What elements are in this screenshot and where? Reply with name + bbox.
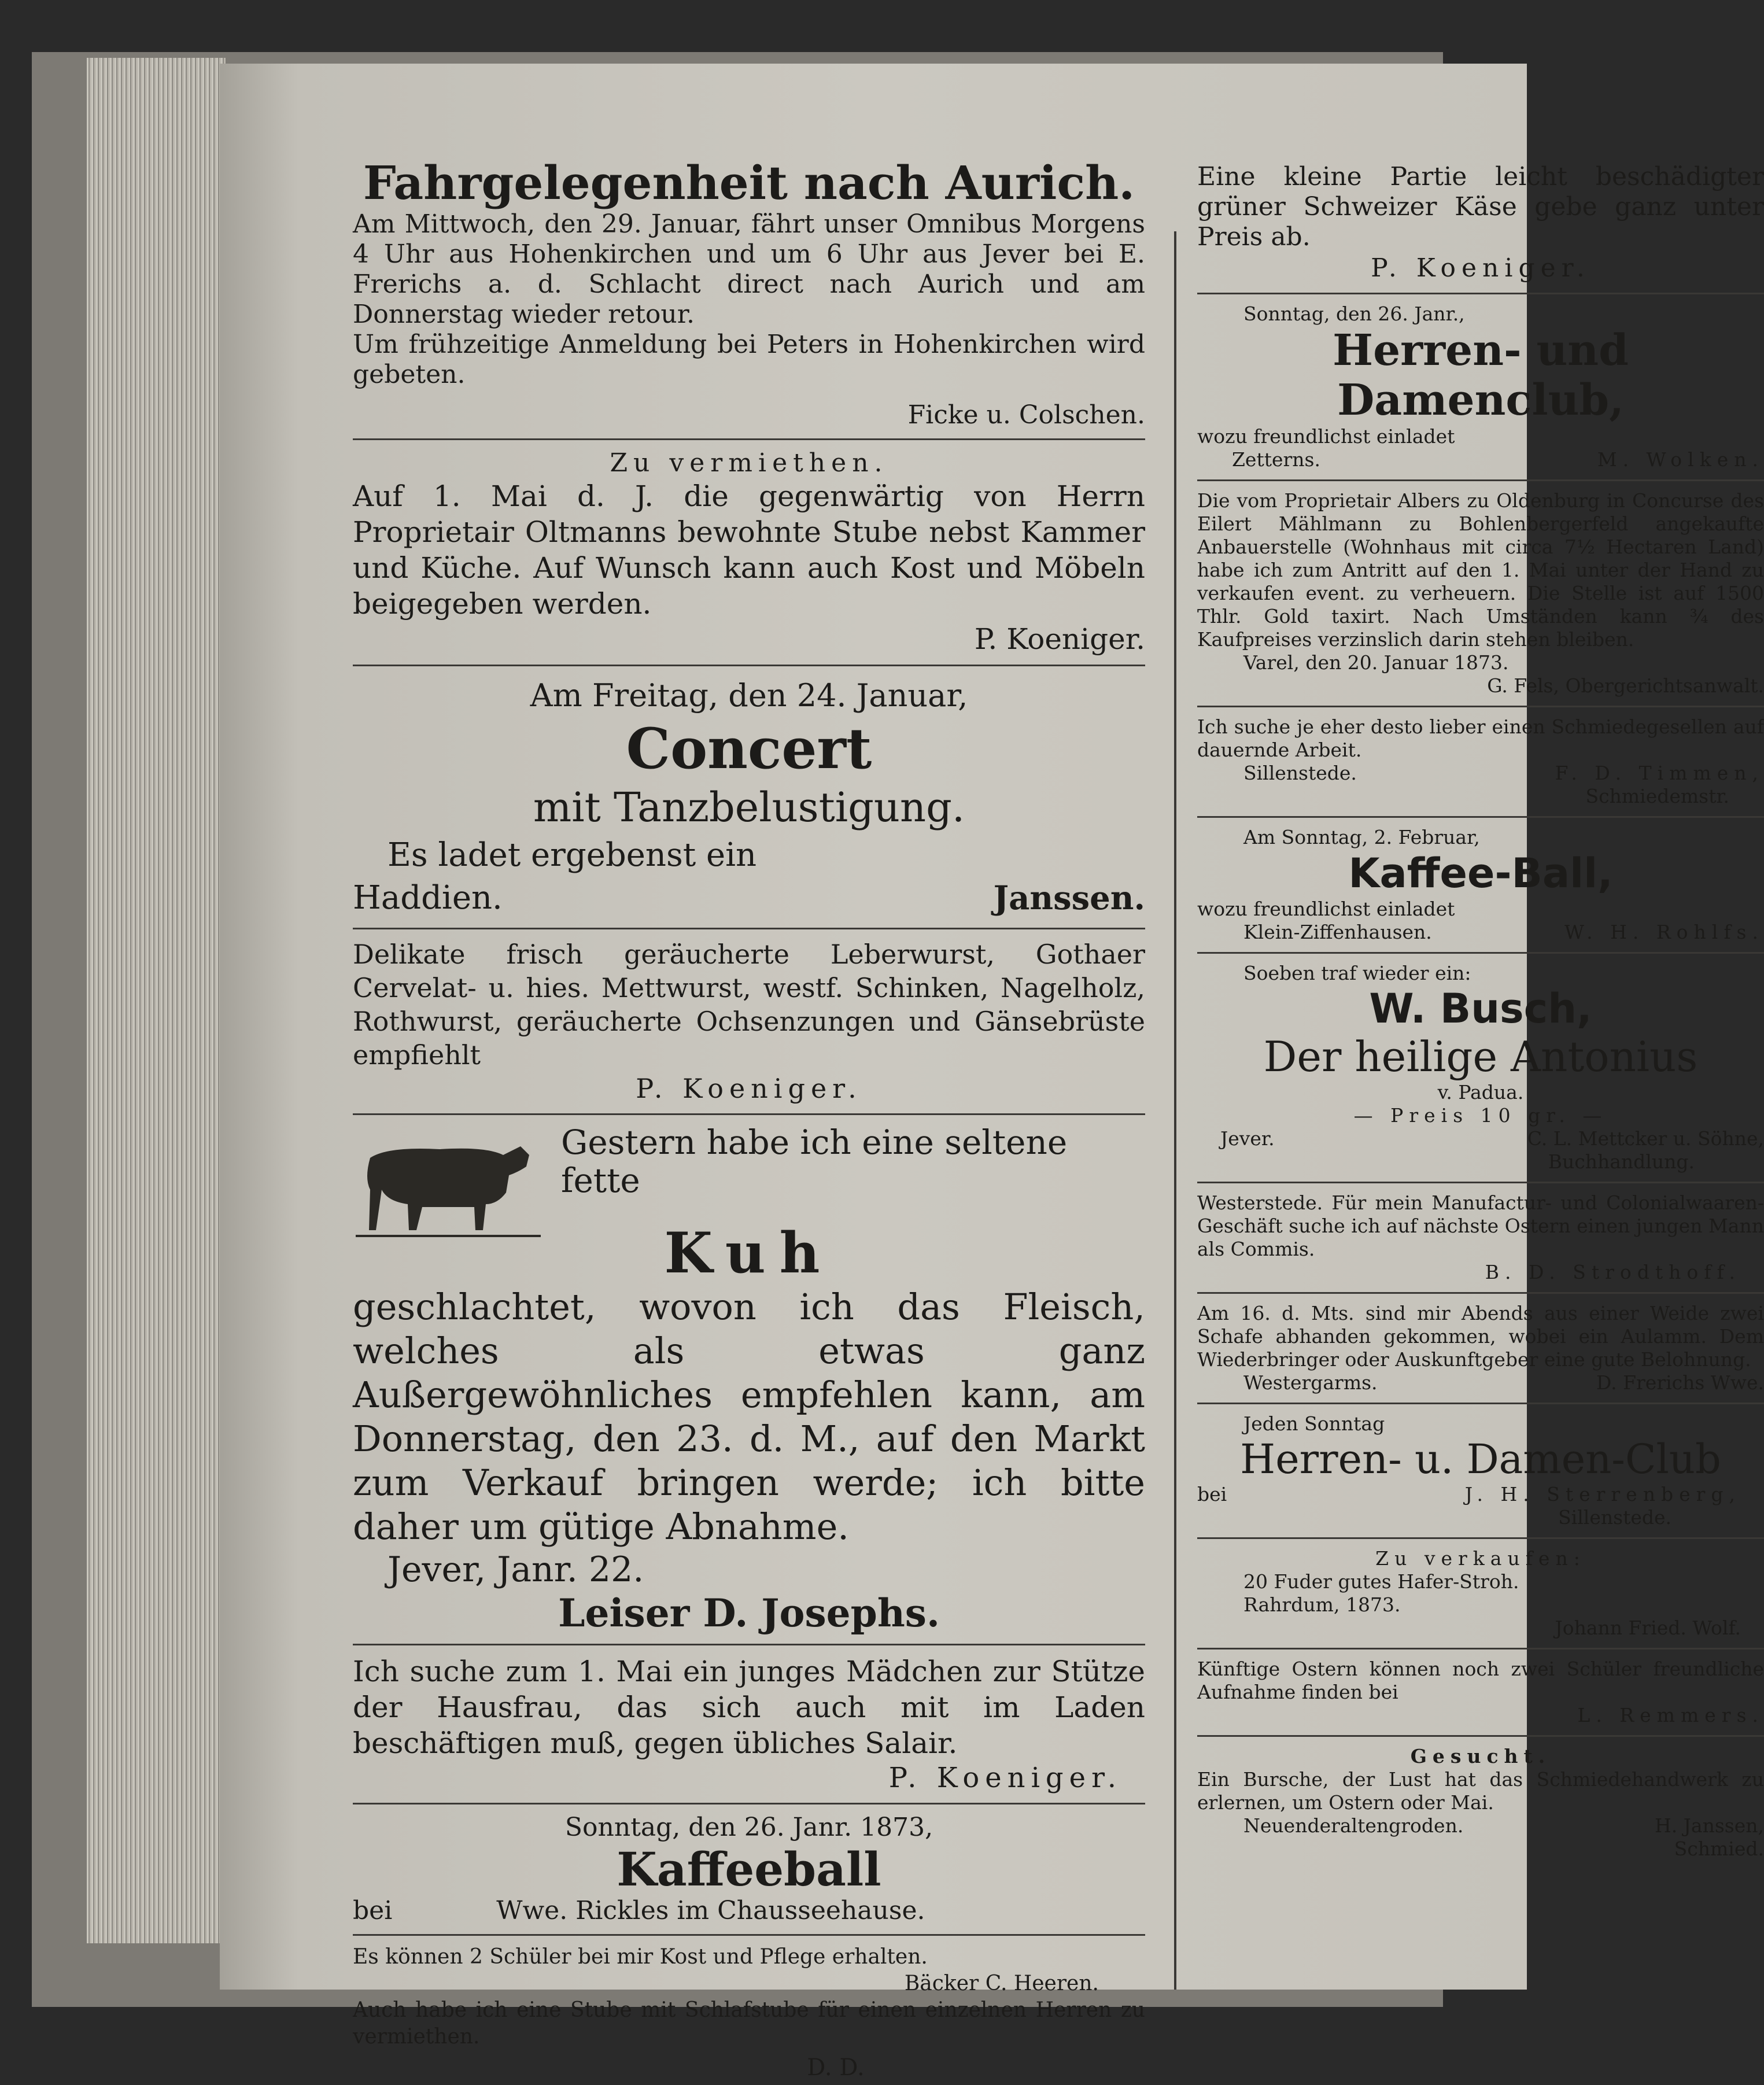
ad-headline: Herren- u. Damen-Club <box>1240 1435 1721 1483</box>
ad-headline: Herren- und Damenclub, <box>1333 326 1629 425</box>
ad-where: Wwe. Rickles im Chausseehause. <box>496 1896 925 1925</box>
divider <box>353 665 1145 666</box>
ad-maedchen <box>353 1654 1145 1795</box>
ad-body: Auch habe ich eine Stube mit Schlafstube für einen einzelnen Herren zu vermiethen. <box>353 1998 1145 2049</box>
ad-title: Zu verkaufen: <box>1375 1547 1586 1570</box>
ad-signature: P. Koeniger. <box>1371 253 1590 283</box>
ad-place: Klein-Ziffenhausen. <box>1243 921 1432 943</box>
ad-footer <box>353 1896 1145 1926</box>
ad-author: W. Busch, <box>1369 985 1592 1032</box>
divider <box>353 1803 1145 1804</box>
ad-line: Am Freitag, den 24. Januar, <box>530 677 968 714</box>
ad-place: Sillenstede. <box>1558 1506 1671 1529</box>
divider <box>1197 1537 1764 1539</box>
ad-signature: Janssen. <box>993 879 1145 917</box>
ad-signature: D. Frerichs Wwe. <box>1596 1371 1764 1394</box>
divider <box>353 438 1145 440</box>
ad-date: Jever, Janr. 22. <box>388 1549 644 1590</box>
ad-concert <box>353 674 1145 920</box>
ad-schafe <box>1197 1302 1764 1394</box>
ad-signature: H. Janssen, <box>1654 1814 1764 1837</box>
ad-footer <box>1197 1814 1764 1837</box>
ad-body: Delikate frisch geräucherte Leberwurst, Gothaer Cervelat- u. hies. Mettwurst, westf. Schinken, Nagelholz, Rothwurst, geräucherte Ochsenzungen und Gänsebrüste empfiehlt <box>353 939 1145 1071</box>
ad-date: Varel, den 20. Januar 1873. <box>1243 651 1509 674</box>
ad-title: Gesucht. <box>1410 1745 1551 1767</box>
ad-footer <box>353 877 1145 920</box>
ad-body: geschlachtet, wovon ich das Fleisch, welches als etwas ganz Außergewöhnliches empfehlen kann, am Donnerstag, den 23. d. M., auf den Markt zum Verkauf bringen werde; ich bitte daher um gütige Abnahme. <box>353 1286 1145 1548</box>
ad-invite: wozu freundlichst einladet <box>1197 425 1455 448</box>
ad-herrenclub <box>1197 302 1764 471</box>
ad-signature: L. Remmers. <box>1577 1704 1764 1726</box>
ad-title: Fahrgelegenheit nach Aurich. <box>363 156 1135 210</box>
ad-role: Buchhandlung. <box>1548 1150 1695 1173</box>
ad-signature: Bäcker C. Heeren. <box>904 1972 1099 1995</box>
divider <box>353 1934 1145 1936</box>
ad-place: Jever. <box>1220 1127 1275 1150</box>
ad-footer <box>1197 448 1764 471</box>
ad-role: Schmied. <box>1674 1837 1764 1860</box>
ad-kaese <box>1197 162 1764 285</box>
ad-body: Ich suche zum 1. Mai ein junges Mädchen zur Stütze der Hausfrau, das sich auch mit im Laden beschäftigen muß, gegen übliches Salair. <box>353 1655 1145 1760</box>
ad-line: Es ladet ergebenst ein <box>388 836 757 874</box>
ad-price: — Preis 10 gr. — <box>1353 1104 1608 1127</box>
ad-headline: Kaffee-Ball, <box>1348 850 1613 897</box>
ad-footer <box>1197 1483 1764 1506</box>
right-column <box>1197 162 1764 1861</box>
divider <box>353 1113 1145 1115</box>
ad-signature: D. D. <box>807 2054 865 2081</box>
divider <box>1197 952 1764 954</box>
ad-date: Sonntag, den 26. Janr., <box>1243 302 1465 325</box>
ad-kaffeeball <box>353 1813 1145 1926</box>
divider <box>1197 816 1764 818</box>
ad-fahrgelegenheit <box>353 156 1145 430</box>
ad-signature: M. Wolken. <box>1597 448 1764 471</box>
ad-body: Am 16. d. Mts. sind mir Abends aus einer Weide zwei Schafe abhanden gekommen, wobei ein Aulamm. Dem Wiederbringer oder Auskunftgeber eine gute Belohnung. <box>1197 1302 1764 1371</box>
divider <box>353 928 1145 929</box>
ad-signature: P. Koeniger. <box>974 622 1145 656</box>
ad-body: Ich suche je eher desto lieber einen Schmiedegesellen auf dauernde Arbeit. <box>1197 715 1764 761</box>
ad-footer <box>1197 762 1764 785</box>
ad-damen-club <box>1197 1412 1764 1529</box>
divider <box>1197 1403 1764 1404</box>
ad-body: 20 Fuder gutes Hafer-Stroh. <box>1243 1570 1519 1593</box>
ad-place: Rahrdum, 1873. <box>1243 1593 1401 1616</box>
ad-commis <box>1197 1191 1764 1284</box>
ad-body: Auf 1. Mai d. J. die gegenwärtig von Herrn Proprietair Oltmanns bewohnte Stube nebst Kammer und Küche. Auf Wunsch kann auch Kost und Möbeln beigegeben werden. <box>353 479 1145 621</box>
divider <box>1197 1292 1764 1294</box>
ad-body: Eine kleine Partie leicht beschädigter grüner Schweizer Käse gebe ganz unter Preis ab. <box>1197 162 1764 252</box>
ad-body: Die vom Proprietair Albers zu Oldenburg in Concurse des Eilert Mählmann zu Bohlenbergerfeld angekaufte Anbauerstelle (Wohnhaus mit circa 7½ Hectaren Land) habe ich zum Antritt auf den 1. Mai unter der Hand zu verkaufen event. zu verheuern. Die Stelle ist auf 1500 Thlr. Gold taxirt. Nach Umständen kann ¾ des Kaufpreises verzinslich darin stehen bleiben. <box>1197 489 1764 651</box>
divider <box>1197 1735 1764 1737</box>
ad-schmiedegeselle <box>1197 715 1764 808</box>
ad-signature: Ficke u. Colschen. <box>907 400 1145 430</box>
ad-body: Ein Bursche, der Lust hat das Schmiedehandwerk zu erlernen, um Ostern oder Mai. <box>1197 1768 1764 1814</box>
ad-note: Um frühzeitige Anmeldung bei Peters in Hohenkirchen wird gebeten. <box>353 330 1145 389</box>
ad-body: Am Mittwoch, den 29. Januar, fährt unser Omnibus Morgens 4 Uhr aus Hohenkirchen und um 6 Uhr aus Jever bei E. Frerichs a. d. Schlacht direct nach Aurich und am Donnerstag wieder retour. <box>353 209 1145 329</box>
ad-intro: Soeben traf wieder ein: <box>1243 962 1471 984</box>
ad-signature: B. D. Strodthoff. <box>1485 1261 1741 1283</box>
ad-signature: P. Koeniger. <box>636 1073 862 1104</box>
ad-signature: F. D. Timmen, <box>1555 762 1764 784</box>
ad-place: Zetterns. <box>1232 448 1320 471</box>
ad-footer <box>1197 1127 1764 1150</box>
ad-signature: C. L. Mettcker u. Söhne, <box>1527 1127 1764 1150</box>
ad-intro: Gestern habe ich eine seltene fette <box>561 1123 1068 1200</box>
ad-intro: Jeden Sonntag <box>1243 1412 1385 1435</box>
ad-signature: P. Koeniger. <box>888 1762 1122 1794</box>
ad-place: Sillenstede. <box>1243 762 1357 784</box>
ad-kuh <box>353 1123 1145 1636</box>
ad-body: Künftige Ostern können noch zwei Schüler freundliche Aufnahme finden bei <box>1197 1658 1764 1703</box>
ad-signature: G. Fels, Obergerichtsanwalt. <box>1487 674 1764 697</box>
ad-place: Haddien. <box>353 879 503 917</box>
ad-gesucht <box>1197 1745 1764 1861</box>
ad-signature: W. H. Rohlfs. <box>1564 921 1764 943</box>
ad-sub: v. Padua. <box>1437 1081 1524 1104</box>
column-divider <box>1174 231 1176 1990</box>
ad-delikatessen <box>353 938 1145 1105</box>
ad-date: Am Sonntag, 2. Februar, <box>1243 826 1480 848</box>
ad-line: mit Tanzbelustigung. <box>533 784 965 831</box>
ad-hafer-stroh <box>1197 1547 1764 1640</box>
ad-body: Westerstede. Für mein Manufactur- und Colonialwaaren-Geschäft suche ich auf nächste Ostern einen jungen Mann als Commis. <box>1197 1191 1764 1260</box>
ad-body: Es können 2 Schüler bei mir Kost und Pflege erhalten. <box>353 1945 928 1969</box>
ad-title: Zu vermiethen. <box>610 448 888 478</box>
ad-headline: Concert <box>626 716 872 781</box>
ad-headline: Kuh <box>664 1220 834 1286</box>
divider <box>1197 293 1764 294</box>
ad-invite: wozu freundlichst einladet <box>1197 898 1455 920</box>
ad-busch <box>1197 962 1764 1173</box>
ad-role: Schmiedemstr. <box>1585 785 1729 807</box>
left-column <box>353 156 1145 2085</box>
divider <box>1197 1182 1764 1183</box>
page-edges <box>87 58 226 1943</box>
ad-place: Westergarms. <box>1243 1371 1378 1394</box>
ad-place: Neuenderaltengroden. <box>1243 1814 1464 1837</box>
ad-signature: Leiser D. Josephs. <box>558 1590 940 1636</box>
ad-anbauerstelle <box>1197 489 1764 698</box>
ad-headline: Kaffeeball <box>617 1842 881 1896</box>
ad-schueler <box>353 1944 1145 2085</box>
divider <box>1197 706 1764 707</box>
ad-zu-vermiethen <box>353 448 1145 656</box>
ad-kaffee-ball <box>1197 826 1764 944</box>
divider <box>1197 1648 1764 1649</box>
ad-schueler-ostern <box>1197 1658 1764 1727</box>
ad-signature: Johann Fried. Wolf. <box>1555 1617 1741 1639</box>
ad-footer <box>1197 1371 1764 1394</box>
cow-engraving-icon <box>353 1123 544 1239</box>
divider <box>353 1644 1145 1645</box>
ad-pre: bei <box>353 1896 393 1925</box>
ad-pre: bei <box>1197 1483 1227 1505</box>
ad-headline: Der heilige Antonius <box>1263 1032 1698 1081</box>
divider <box>1197 479 1764 481</box>
ad-signature: J. H. Sterrenberg, <box>1464 1483 1741 1505</box>
newspaper-page <box>220 64 1764 2081</box>
ad-footer <box>1197 921 1764 944</box>
ad-date: Sonntag, den 26. Janr. 1873, <box>564 1813 933 1842</box>
